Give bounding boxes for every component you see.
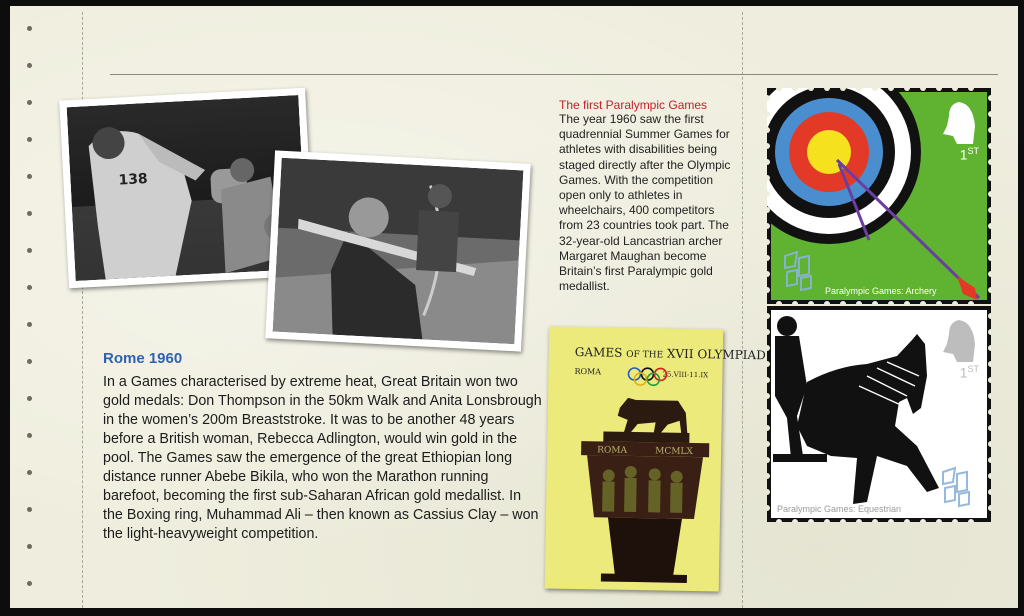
equestrian-stamp-value: 1ST <box>959 364 979 381</box>
boxer-number: 138 <box>118 171 149 189</box>
archery-photo-image <box>273 158 524 344</box>
equestrian-stamp-caption: Paralympic Games: Equestrian <box>777 504 902 514</box>
archery-stamp-value: 1ST <box>959 146 979 163</box>
perforation-holes <box>24 16 38 616</box>
rome-olympics-poster <box>545 327 766 592</box>
poster-city: ROMA <box>574 366 602 377</box>
fold-line-right <box>742 12 743 608</box>
poster-heading: GAMES OF THE XVII OLYMPIAD <box>574 344 766 363</box>
poster-dates: 25.VIII-11.IX <box>662 370 709 380</box>
main-panel-body: In a Games characterised by extreme heat, Great Britain won two gold medals: Don Thompson in the 50km Walk and Anita Lonsbrough in the women’s 200m Breaststroke. It was to be another 48 years before a British woman, Rebecca Adlington, would win gold in the pool. The Games saw the emergence of the great Ethiopian long distance runner Abebe Bikila, who won the Marathon running barefoot, becoming the first sub-Saharan African gold medallist. In the Boxing ring, Muhammad Ali – then known as Cassius Clay – won the light-heavyweight competition. <box>103 374 542 542</box>
poster-column-right-text: MCMLX <box>655 446 693 458</box>
side-panel-title: The first Paralympic Games <box>559 98 708 112</box>
header-rule <box>110 74 998 75</box>
archery-stamp <box>767 88 991 304</box>
archery-stamp-caption: Paralympic Games: Archery <box>825 286 937 296</box>
archery-photo <box>265 150 530 351</box>
poster-artwork <box>545 327 724 592</box>
equestrian-stamp <box>767 306 991 522</box>
she-wolf-silhouette <box>617 398 688 435</box>
side-panel-body: The year 1960 saw the first quadrennial Summer Games for athletes with disabilities being staged directly after the Olympic Games. With the competition open only to athletes in wheelchairs, 400 competitors from 23 countries took part. The 32-year-old Lancastrian archer Margaret Maughan become Britain’s first Paralympic gold medallist. <box>559 112 731 294</box>
main-panel-title: Rome 1960 <box>103 350 183 367</box>
poster-column-left-text: ROMA <box>597 445 628 456</box>
olympic-rings-icon <box>628 368 666 386</box>
